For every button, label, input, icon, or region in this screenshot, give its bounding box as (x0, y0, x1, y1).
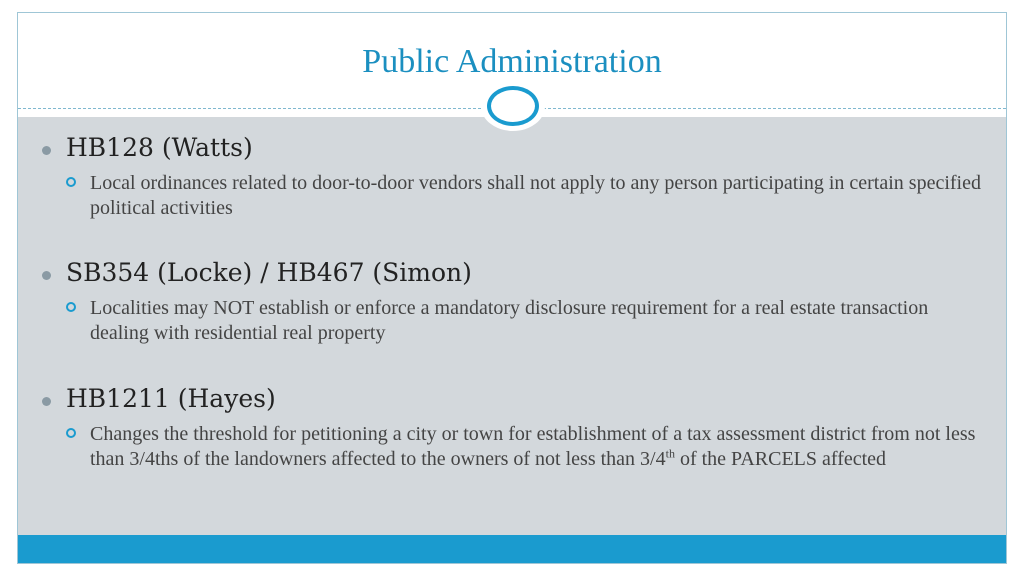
sub-text-part: of the PARCELS affected (674, 448, 887, 470)
sub-bullet-text (90, 422, 985, 472)
sub-text-part: Changes the threshold for petitioning a city or town for establishment of a tax assessment district from not less than 3/4ths of the landowners affected to the owners of not less than 3/4 (90, 423, 976, 470)
ring-bullet-icon (66, 428, 76, 438)
bullet-dot-icon (42, 146, 51, 155)
ring-bullet-icon (66, 177, 76, 187)
slide (17, 12, 1007, 564)
circle-ornament-icon (487, 86, 539, 126)
footer-bar (18, 535, 1006, 563)
slide-title: Public Administration (362, 43, 662, 80)
sub-bullet-text: Localities may NOT establish or enforce a mandatory disclosure requirement for a real estate transaction dealing with residential real property (90, 297, 929, 344)
sub-bullet-text: Local ordinances related to door-to-door vendors shall not apply to any person participating in certain specified political activities (90, 172, 981, 219)
content-area (18, 117, 1006, 535)
bullet-heading: HB1211 (Hayes) (66, 384, 276, 413)
ring-bullet-icon (66, 302, 76, 312)
bullet-dot-icon (42, 271, 51, 280)
superscript-th: th (665, 446, 675, 461)
bullet-heading: SB354 (Locke) / HB467 (Simon) (66, 258, 472, 287)
title-ornament (481, 81, 545, 131)
bullet-dot-icon (42, 397, 51, 406)
bullet-heading: HB128 (Watts) (66, 133, 253, 162)
